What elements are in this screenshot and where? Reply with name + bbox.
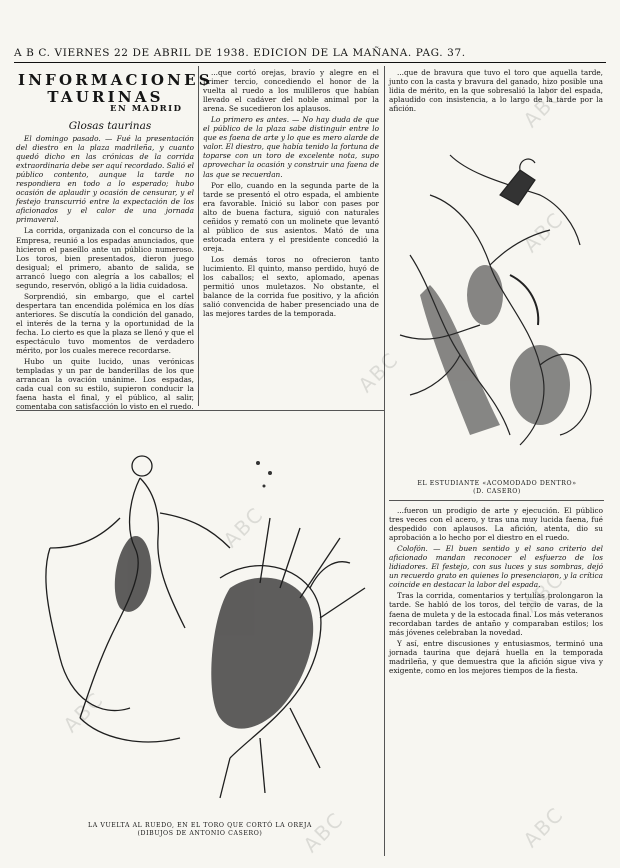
watermark-abc: ABC bbox=[298, 806, 349, 858]
caption-right: EL ESTUDIANTE «ACOMODADO DENTRO» (D. CASERO) bbox=[417, 480, 577, 495]
column-2 bbox=[203, 68, 379, 406]
column-3-top bbox=[389, 68, 603, 133]
paragraph: ...que cortó orejas, bravío y alegre en el primer tercio, concediendo el honor de la vuelta al ruedo a los mulilleros que habían llevado el cadáver del noble animal por la arena. Se sucedieron los aplausos. bbox=[203, 68, 379, 114]
column-1 bbox=[16, 134, 194, 412]
paragraph: La corrida, organizada con el concurso de la Empresa, reunió a los espadas anunciados, que hicieron el paseíllo ante un público numeroso. Los toros, bien presentados, dieron juego desigual; el primero, abanto de salida, se arrancó luego con alegría a los caballos; el segundo, reservón, obligó a la lidia cuidadosa. bbox=[16, 226, 194, 290]
caption-left: LA VUELTA AL RUEDO, EN EL TORO QUE CORTÓ LA OREJA (DIBUJOS DE ANTONIO CASERO) bbox=[88, 822, 312, 837]
column-divider bbox=[198, 66, 199, 406]
watermark-abc: ABC bbox=[518, 206, 569, 258]
watermark-abc: ABC bbox=[518, 81, 569, 133]
section-divider bbox=[389, 500, 604, 501]
paragraph: ...fueron un prodigio de arte y ejecución. El público tres veces con el acero, y tras una muy lucida faena, fué despedido con aplausos. La afición, atenta, dio su aprobación a lo hecho por el diestro en el ruedo. bbox=[389, 506, 603, 543]
watermark-abc: ABC bbox=[58, 686, 109, 738]
article-subhead: EN MADRID bbox=[110, 104, 183, 114]
watermark-abc: ABC bbox=[218, 501, 269, 553]
illustration-student bbox=[390, 135, 604, 470]
paragraph: Y así, entre discusiones y entusiasmos, terminó una jornada taurina que dejará huella en la temporada madrileña, y que demuestra que la afición sigue viva y exigente, como en los mejores tiempos de la fiesta. bbox=[389, 638, 603, 675]
paragraph: Colofón. — El buen sentido y el sano criterio del aficionado mandan reconocer el esfuerzo de los lidiadores. El festejo, con sus luces y sus sombras, dejó un recuerdo grato en quienes lo presenciaron, y la crítica coincide en destacar la labor del espada. bbox=[389, 544, 603, 590]
paragraph: Hubo un quite lucido, unas verónicas templadas y un par de banderillas de los que arrancan la ovación unánime. Los espadas, cada cual con su estilo, supieron conducir la faena hasta el final, y el público, al salir, comentaba con satisfacción lo visto en el ruedo. bbox=[16, 357, 194, 412]
illustration-bullfighter bbox=[20, 418, 380, 813]
watermark-abc: ABC bbox=[518, 566, 569, 618]
article-headline: INFORMACIONES TAURINAS bbox=[18, 71, 213, 106]
paragraph: ...que de bravura que tuvo el toro que aquella tarde, junto con la casta y bravura del ganado, hizo posible una lidia de mérito, en la que sobresalió la labor del espada, aplaudido con insistencia, a lo largo de la tarde por la afición. bbox=[389, 68, 603, 114]
paragraph: Los demás toros no ofrecieron tanto lucimiento. El quinto, manso perdido, huyó de los caballos; el sexto, aplomado, apenas permitió unos muletazos. No obstante, el balance de la corrida fue positivo, y la afición salió convencida de haber presenciado una de las mejores tardes de la temporada. bbox=[203, 254, 379, 319]
paragraph: Tras la corrida, comentarios y tertulias prolongaron la tarde. Se habló de los toros, del tercio de varas, de la faena de muleta y de la estocada final. Los más veteranos recordaban tardes de antaño y comparaban estilos; los más jóvenes celebraban la novedad. bbox=[389, 591, 603, 637]
paragraph: Lo primero es antes. — No hay duda de que el público de la plaza sabe distinguir entre lo que es faena de arte y lo que es mero alarde de valor. El diestro, que había tenido la fortuna de toparse con un toro de excelente nota, supo aprovechar la ocasión y construir una faena de las que se recuerdan. bbox=[203, 115, 379, 179]
watermark-abc: ABC bbox=[353, 346, 404, 398]
column-divider bbox=[384, 66, 385, 856]
page-masthead: A B C. VIERNES 22 DE ABRIL DE 1938. EDICION DE LA MAÑANA. PAG. 37. bbox=[14, 44, 606, 63]
paragraph: Sorprendió, sin embargo, que el cartel despertara tan encendida polémica en los días anteriores. Se discutía la condición del ganado, el interés de la terna y la oportunidad de la fecha. Lo cierto es que la plaza se llenó y que el espectáculo tuvo momentos de verdadero mérito, por los cuales merece recordarse. bbox=[16, 291, 194, 356]
watermark-abc: ABC bbox=[518, 801, 569, 853]
paragraph: El domingo pasado. — Fué la presentación del diestro en la plaza madrileña, y cuanto quedó dicho en las crónicas de la corrida extraordinaria debe ser aquí recordado. Salió el público contento, aunque la tarde no respondiera en todo a lo esperado; hubo ocasión de aplaudir y ocasión de censurar, y el festejo transcurrió entre la expectación de los aficionados y el calor de una jornada primaveral. bbox=[16, 134, 194, 225]
column-3-bottom bbox=[389, 506, 603, 856]
paragraph: Por ello, cuando en la segunda parte de la tarde se presentó el otro espada, el ambiente era favorable. Inició su labor con pases por alto de buena factura, siguió con naturales ceñidos y remató con un molinete que levantó al público de sus asientos. Mató de una estocada entera y el presidente concedió la oreja. bbox=[203, 180, 379, 253]
section-divider bbox=[16, 410, 384, 411]
section-title: Glosas taurinas bbox=[68, 120, 152, 132]
